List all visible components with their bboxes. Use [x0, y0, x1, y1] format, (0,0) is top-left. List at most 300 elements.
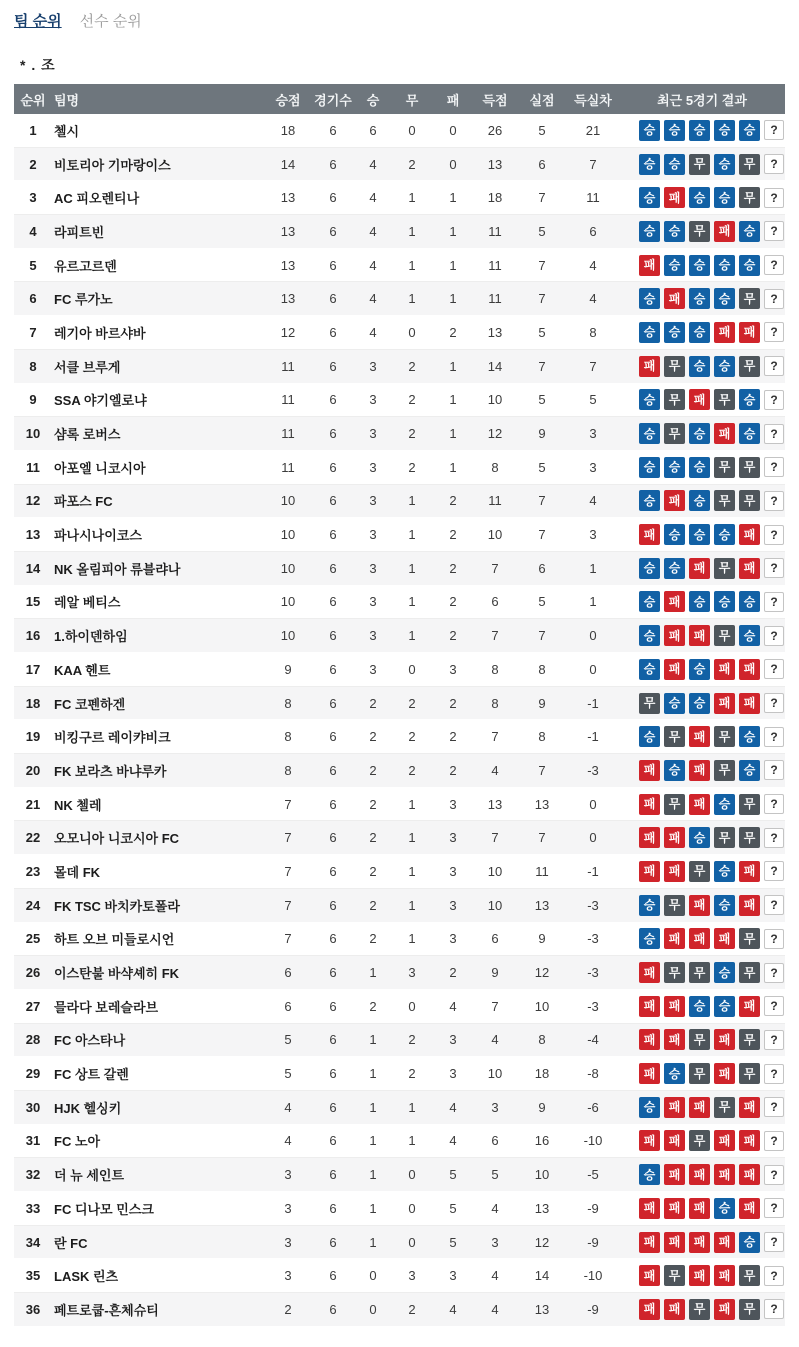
next-match-help-button[interactable]: ?	[764, 1131, 784, 1151]
form-badge-win: 승	[714, 356, 735, 377]
form-badge-loss: 패	[639, 524, 660, 545]
next-match-help-button[interactable]: ?	[764, 1198, 784, 1218]
wins-cell: 3	[369, 358, 377, 374]
losses-cell: 2	[449, 560, 457, 576]
goals-for-cell: 4	[491, 1200, 499, 1216]
form-badge-loss: 패	[714, 1164, 735, 1185]
goals-against-cell: 13	[534, 796, 550, 812]
recent-form	[619, 996, 785, 1017]
next-match-help-button[interactable]: ?	[764, 861, 784, 881]
form-badge-loss: 패	[664, 625, 685, 646]
next-match-help-button[interactable]: ?	[764, 895, 784, 915]
team-name: 서클 브루게	[54, 359, 121, 375]
form-badge-draw: 무	[664, 389, 685, 410]
points-cell: 6	[284, 965, 292, 981]
goals-against-cell: 7	[538, 527, 546, 543]
goal-diff-cell: -5	[587, 1167, 599, 1183]
form-badge-loss: 패	[639, 1130, 660, 1151]
form-badge-draw: 무	[664, 962, 685, 983]
points-cell: 13	[280, 223, 296, 239]
form-badge-loss: 패	[664, 1097, 685, 1118]
recent-form	[619, 625, 785, 646]
goal-diff-cell: -8	[587, 1066, 599, 1082]
next-match-help-button[interactable]: ?	[764, 558, 784, 578]
goals-for-cell: 12	[487, 426, 503, 442]
next-match-help-button[interactable]: ?	[764, 120, 784, 140]
played-cell: 6	[329, 1301, 337, 1317]
form-badge-loss: 패	[714, 1063, 735, 1084]
points-cell: 7	[284, 897, 292, 913]
team-name: NK 올림피아 류블랴나	[54, 561, 181, 577]
form-badge-win: 승	[714, 288, 735, 309]
recent-form	[619, 356, 785, 377]
goals-against-cell: 5	[538, 594, 546, 610]
form-badge-draw: 무	[714, 827, 735, 848]
rank-cell: 15	[25, 594, 41, 610]
goal-diff-cell: 0	[589, 628, 597, 644]
losses-cell: 1	[449, 291, 457, 307]
team-row	[14, 754, 785, 788]
form-badge-win: 승	[639, 187, 660, 208]
recent-form	[619, 1265, 785, 1286]
form-badge-win: 승	[714, 187, 735, 208]
rank-cell: 30	[25, 1099, 41, 1115]
form-badge-loss: 패	[739, 558, 760, 579]
form-badge-draw: 무	[739, 356, 760, 377]
team-name: 샴록 로버스	[54, 427, 121, 443]
goals-for-cell: 6	[491, 931, 499, 947]
tab-team-ranking[interactable]: 팀 순위	[14, 13, 62, 30]
rank-cell: 14	[25, 560, 41, 576]
form-badge-loss: 패	[664, 490, 685, 511]
points-cell: 10	[280, 493, 296, 509]
draws-cell: 1	[408, 1133, 416, 1149]
next-match-help-button[interactable]: ?	[764, 322, 784, 342]
team-name: 1.하이덴하임	[54, 629, 128, 645]
draws-cell: 2	[408, 1032, 416, 1048]
goals-against-cell: 7	[538, 257, 546, 273]
form-badge-win: 승	[714, 1198, 735, 1219]
next-match-help-button[interactable]: ?	[764, 1299, 784, 1319]
next-match-help-button[interactable]: ?	[764, 996, 784, 1016]
goals-against-cell: 7	[538, 762, 546, 778]
rank-cell: 22	[25, 830, 41, 846]
draws-cell: 1	[408, 190, 416, 206]
team-row	[14, 316, 785, 350]
next-match-help-button[interactable]: ?	[764, 491, 784, 511]
form-badge-loss: 패	[689, 794, 710, 815]
points-cell: 2	[284, 1301, 292, 1317]
team-row	[14, 653, 785, 687]
form-badge-loss: 패	[739, 322, 760, 343]
goals-for-cell: 8	[491, 661, 499, 677]
form-badge-draw: 무	[714, 389, 735, 410]
played-cell: 6	[329, 998, 337, 1014]
next-match-help-button[interactable]: ?	[764, 154, 784, 174]
goals-for-cell: 6	[491, 1133, 499, 1149]
team-name: SSA 야기엘로냐	[54, 393, 147, 409]
losses-cell: 2	[449, 594, 457, 610]
draws-cell: 3	[408, 1268, 416, 1284]
form-badge-loss: 패	[689, 1164, 710, 1185]
team-name: 믈라다 보레슬라브	[54, 999, 159, 1015]
form-badge-draw: 무	[664, 1265, 685, 1286]
recent-form	[619, 524, 785, 545]
draws-cell: 1	[408, 527, 416, 543]
rank-cell: 35	[25, 1268, 41, 1284]
draws-cell: 0	[408, 1234, 416, 1250]
recent-form	[619, 1063, 785, 1084]
form-badge-win: 승	[739, 760, 760, 781]
played-cell: 6	[329, 762, 337, 778]
team-row	[14, 687, 785, 721]
form-badge-win: 승	[689, 423, 710, 444]
team-row	[14, 990, 785, 1024]
next-match-help-button[interactable]: ?	[764, 1097, 784, 1117]
losses-cell: 0	[449, 156, 457, 172]
form-badge-win: 승	[639, 895, 660, 916]
goals-against-cell: 16	[534, 1133, 550, 1149]
goal-diff-cell: 8	[589, 324, 597, 340]
recent-form	[619, 1198, 785, 1219]
goals-against-cell: 12	[534, 965, 550, 981]
form-badge-win: 승	[689, 693, 710, 714]
played-cell: 6	[329, 190, 337, 206]
team-row	[14, 1293, 785, 1327]
draws-cell: 1	[408, 493, 416, 509]
form-badge-draw: 무	[739, 154, 760, 175]
played-cell: 6	[329, 931, 337, 947]
next-match-help-button[interactable]: ?	[764, 1266, 784, 1286]
goals-for-cell: 3	[491, 1099, 499, 1115]
team-row	[14, 855, 785, 889]
goals-against-cell: 6	[538, 560, 546, 576]
team-name: 비토리아 기마랑이스	[54, 157, 171, 173]
team-row	[14, 1192, 785, 1226]
played-cell: 6	[329, 560, 337, 576]
form-badge-win: 승	[639, 288, 660, 309]
form-badge-win: 승	[689, 591, 710, 612]
next-match-help-button[interactable]: ?	[764, 693, 784, 713]
draws-cell: 2	[408, 358, 416, 374]
wins-cell: 1	[369, 1099, 377, 1115]
played-cell: 6	[329, 897, 337, 913]
team-row	[14, 181, 785, 215]
team-name: 유르고르덴	[54, 258, 117, 274]
form-badge-win: 승	[639, 154, 660, 175]
rank-cell: 36	[25, 1301, 41, 1317]
next-match-help-button[interactable]: ?	[764, 289, 784, 309]
goal-diff-cell: -3	[587, 762, 599, 778]
form-badge-loss: 패	[739, 1164, 760, 1185]
losses-cell: 1	[449, 392, 457, 408]
next-match-help-button[interactable]: ?	[764, 1232, 784, 1252]
next-match-help-button[interactable]: ?	[764, 356, 784, 376]
form-badge-loss: 패	[739, 1198, 760, 1219]
goals-for-cell: 10	[487, 897, 503, 913]
goal-diff-cell: -3	[587, 965, 599, 981]
goals-against-cell: 13	[534, 1301, 550, 1317]
form-badge-win: 승	[639, 490, 660, 511]
points-cell: 3	[284, 1200, 292, 1216]
next-match-help-button[interactable]: ?	[764, 390, 784, 410]
form-badge-loss: 패	[639, 996, 660, 1017]
form-badge-loss: 패	[739, 659, 760, 680]
points-cell: 5	[284, 1066, 292, 1082]
wins-cell: 3	[369, 459, 377, 475]
goals-for-cell: 26	[487, 122, 503, 138]
team-row	[14, 956, 785, 990]
form-badge-win: 승	[689, 187, 710, 208]
next-match-help-button[interactable]: ?	[764, 255, 784, 275]
rank-cell: 6	[29, 291, 37, 307]
draws-cell: 1	[408, 560, 416, 576]
wins-cell: 1	[369, 1066, 377, 1082]
points-cell: 5	[284, 1032, 292, 1048]
form-badge-draw: 무	[689, 861, 710, 882]
draws-cell: 2	[408, 762, 416, 778]
wins-cell: 6	[369, 122, 377, 138]
draws-cell: 1	[408, 291, 416, 307]
played-cell: 6	[329, 392, 337, 408]
losses-cell: 2	[449, 493, 457, 509]
form-badge-loss: 패	[639, 356, 660, 377]
draws-cell: 3	[408, 965, 416, 981]
team-row	[14, 1091, 785, 1125]
goals-for-cell: 4	[491, 1301, 499, 1317]
wins-cell: 3	[369, 661, 377, 677]
form-badge-win: 승	[689, 288, 710, 309]
wins-cell: 4	[369, 156, 377, 172]
header-goals-against: 실점	[529, 92, 555, 108]
goals-for-cell: 4	[491, 1268, 499, 1284]
form-badge-loss: 패	[639, 1265, 660, 1286]
played-cell: 6	[329, 223, 337, 239]
recent-form	[619, 659, 785, 680]
played-cell: 6	[329, 358, 337, 374]
draws-cell: 1	[408, 931, 416, 947]
recent-form	[619, 591, 785, 612]
draws-cell: 1	[408, 223, 416, 239]
team-name: 파포스 FC	[54, 494, 113, 510]
form-badge-loss: 패	[689, 928, 710, 949]
losses-cell: 2	[449, 965, 457, 981]
points-cell: 10	[280, 628, 296, 644]
team-row	[14, 720, 785, 754]
next-match-help-button[interactable]: ?	[764, 659, 784, 679]
form-badge-loss: 패	[664, 1299, 685, 1320]
form-badge-draw: 무	[739, 457, 760, 478]
goals-against-cell: 9	[538, 426, 546, 442]
wins-cell: 4	[369, 257, 377, 273]
form-badge-win: 승	[739, 221, 760, 242]
team-name: FC 아스타나	[54, 1033, 126, 1049]
form-badge-loss: 패	[739, 996, 760, 1017]
next-match-help-button[interactable]: ?	[764, 525, 784, 545]
played-cell: 6	[329, 1133, 337, 1149]
rank-cell: 3	[29, 190, 37, 206]
form-badge-loss: 패	[739, 861, 760, 882]
wins-cell: 3	[369, 493, 377, 509]
goal-diff-cell: 0	[589, 830, 597, 846]
form-badge-loss: 패	[664, 1232, 685, 1253]
rank-cell: 5	[29, 257, 37, 273]
goals-for-cell: 9	[491, 965, 499, 981]
form-badge-loss: 패	[714, 1299, 735, 1320]
points-cell: 11	[281, 358, 295, 374]
played-cell: 6	[329, 729, 337, 745]
goal-diff-cell: -9	[587, 1200, 599, 1216]
rank-cell: 18	[25, 695, 41, 711]
recent-form	[619, 423, 785, 444]
goals-against-cell: 5	[538, 392, 546, 408]
rank-cell: 19	[25, 729, 41, 745]
rank-cell: 4	[29, 223, 37, 239]
form-badge-win: 승	[714, 154, 735, 175]
team-row	[14, 350, 785, 384]
goal-diff-cell: 4	[589, 291, 597, 307]
form-badge-win: 승	[639, 322, 660, 343]
points-cell: 11	[281, 426, 295, 442]
points-cell: 7	[284, 830, 292, 846]
form-badge-loss: 패	[714, 423, 735, 444]
form-badge-win: 승	[739, 120, 760, 141]
form-badge-win: 승	[639, 457, 660, 478]
draws-cell: 1	[408, 830, 416, 846]
goal-diff-cell: -4	[587, 1032, 599, 1048]
form-badge-draw: 무	[739, 1063, 760, 1084]
points-cell: 11	[281, 459, 295, 475]
losses-cell: 2	[449, 762, 457, 778]
rank-cell: 1	[29, 122, 37, 138]
table-header-row	[14, 84, 785, 114]
points-cell: 10	[280, 594, 296, 610]
form-badge-loss: 패	[639, 1299, 660, 1320]
form-badge-win: 승	[689, 524, 710, 545]
next-match-help-button[interactable]: ?	[764, 760, 784, 780]
played-cell: 6	[329, 527, 337, 543]
losses-cell: 4	[449, 1301, 457, 1317]
team-row	[14, 923, 785, 957]
played-cell: 6	[329, 122, 337, 138]
next-match-help-button[interactable]: ?	[764, 221, 784, 241]
goal-diff-cell: 4	[589, 493, 597, 509]
header-recent-form: 최근 5경기 결과	[657, 92, 747, 108]
goals-against-cell: 11	[535, 863, 549, 879]
wins-cell: 0	[369, 1301, 377, 1317]
draws-cell: 0	[408, 661, 416, 677]
rank-cell: 2	[29, 156, 37, 172]
form-badge-win: 승	[639, 1164, 660, 1185]
form-badge-win: 승	[639, 726, 660, 747]
next-match-help-button[interactable]: ?	[764, 794, 784, 814]
form-badge-win: 승	[639, 221, 660, 242]
goal-diff-cell: -9	[587, 1301, 599, 1317]
goal-diff-cell: -9	[587, 1234, 599, 1250]
form-badge-win: 승	[639, 928, 660, 949]
goals-against-cell: 10	[534, 1167, 550, 1183]
form-badge-loss: 패	[689, 1265, 710, 1286]
next-match-help-button[interactable]: ?	[764, 828, 784, 848]
next-match-help-button[interactable]: ?	[764, 592, 784, 612]
form-badge-loss: 패	[739, 693, 760, 714]
goal-diff-cell: 3	[589, 459, 597, 475]
next-match-help-button[interactable]: ?	[764, 457, 784, 477]
points-cell: 3	[284, 1268, 292, 1284]
goal-diff-cell: -1	[587, 729, 599, 745]
played-cell: 6	[329, 1032, 337, 1048]
draws-cell: 0	[408, 1167, 416, 1183]
recent-form	[619, 120, 785, 141]
team-row	[14, 586, 785, 620]
next-match-help-button[interactable]: ?	[764, 1165, 784, 1185]
team-row	[14, 114, 785, 148]
losses-cell: 4	[449, 998, 457, 1014]
goal-diff-cell: -3	[587, 897, 599, 913]
goals-against-cell: 12	[534, 1234, 550, 1250]
goals-against-cell: 8	[538, 661, 546, 677]
draws-cell: 1	[408, 257, 416, 273]
form-badge-win: 승	[664, 1063, 685, 1084]
goals-for-cell: 11	[488, 257, 502, 273]
next-match-help-button[interactable]: ?	[764, 626, 784, 646]
next-match-help-button[interactable]: ?	[764, 963, 784, 983]
form-badge-loss: 패	[664, 1029, 685, 1050]
team-name: FC 노아	[54, 1134, 101, 1150]
recent-form	[619, 1232, 785, 1253]
team-name: 이스탄불 바샥셰히 FK	[54, 966, 180, 982]
form-badge-win: 승	[739, 726, 760, 747]
form-badge-loss: 패	[714, 221, 735, 242]
goals-for-cell: 7	[491, 830, 499, 846]
next-match-help-button[interactable]: ?	[764, 424, 784, 444]
wins-cell: 2	[369, 729, 377, 745]
wins-cell: 1	[369, 1234, 377, 1250]
recent-form	[619, 693, 785, 714]
next-match-help-button[interactable]: ?	[764, 727, 784, 747]
form-badge-draw: 무	[689, 1130, 710, 1151]
played-cell: 6	[329, 291, 337, 307]
form-badge-loss: 패	[639, 962, 660, 983]
rank-cell: 21	[25, 796, 41, 812]
next-match-help-button[interactable]: ?	[764, 1030, 784, 1050]
team-row	[14, 384, 785, 418]
tab-player-ranking[interactable]: 선수 순위	[79, 13, 142, 30]
team-name: 오모니아 니코시아 FC	[54, 831, 180, 847]
form-badge-win: 승	[639, 558, 660, 579]
team-name: AC 피오렌티나	[54, 191, 140, 207]
wins-cell: 2	[369, 998, 377, 1014]
recent-form	[619, 288, 785, 309]
header-played: 경기수	[314, 92, 352, 108]
form-badge-loss: 패	[714, 1232, 735, 1253]
team-row	[14, 1024, 785, 1058]
wins-cell: 1	[369, 1167, 377, 1183]
form-badge-loss: 패	[639, 1232, 660, 1253]
draws-cell: 2	[408, 459, 416, 475]
losses-cell: 3	[449, 931, 457, 947]
next-match-help-button[interactable]: ?	[764, 188, 784, 208]
rank-cell: 34	[25, 1234, 41, 1250]
form-badge-loss: 패	[639, 794, 660, 815]
form-badge-draw: 무	[739, 288, 760, 309]
form-badge-win: 승	[639, 659, 660, 680]
wins-cell: 4	[369, 324, 377, 340]
next-match-help-button[interactable]: ?	[764, 1064, 784, 1084]
team-row	[14, 1057, 785, 1091]
next-match-help-button[interactable]: ?	[764, 929, 784, 949]
points-cell: 8	[284, 695, 292, 711]
